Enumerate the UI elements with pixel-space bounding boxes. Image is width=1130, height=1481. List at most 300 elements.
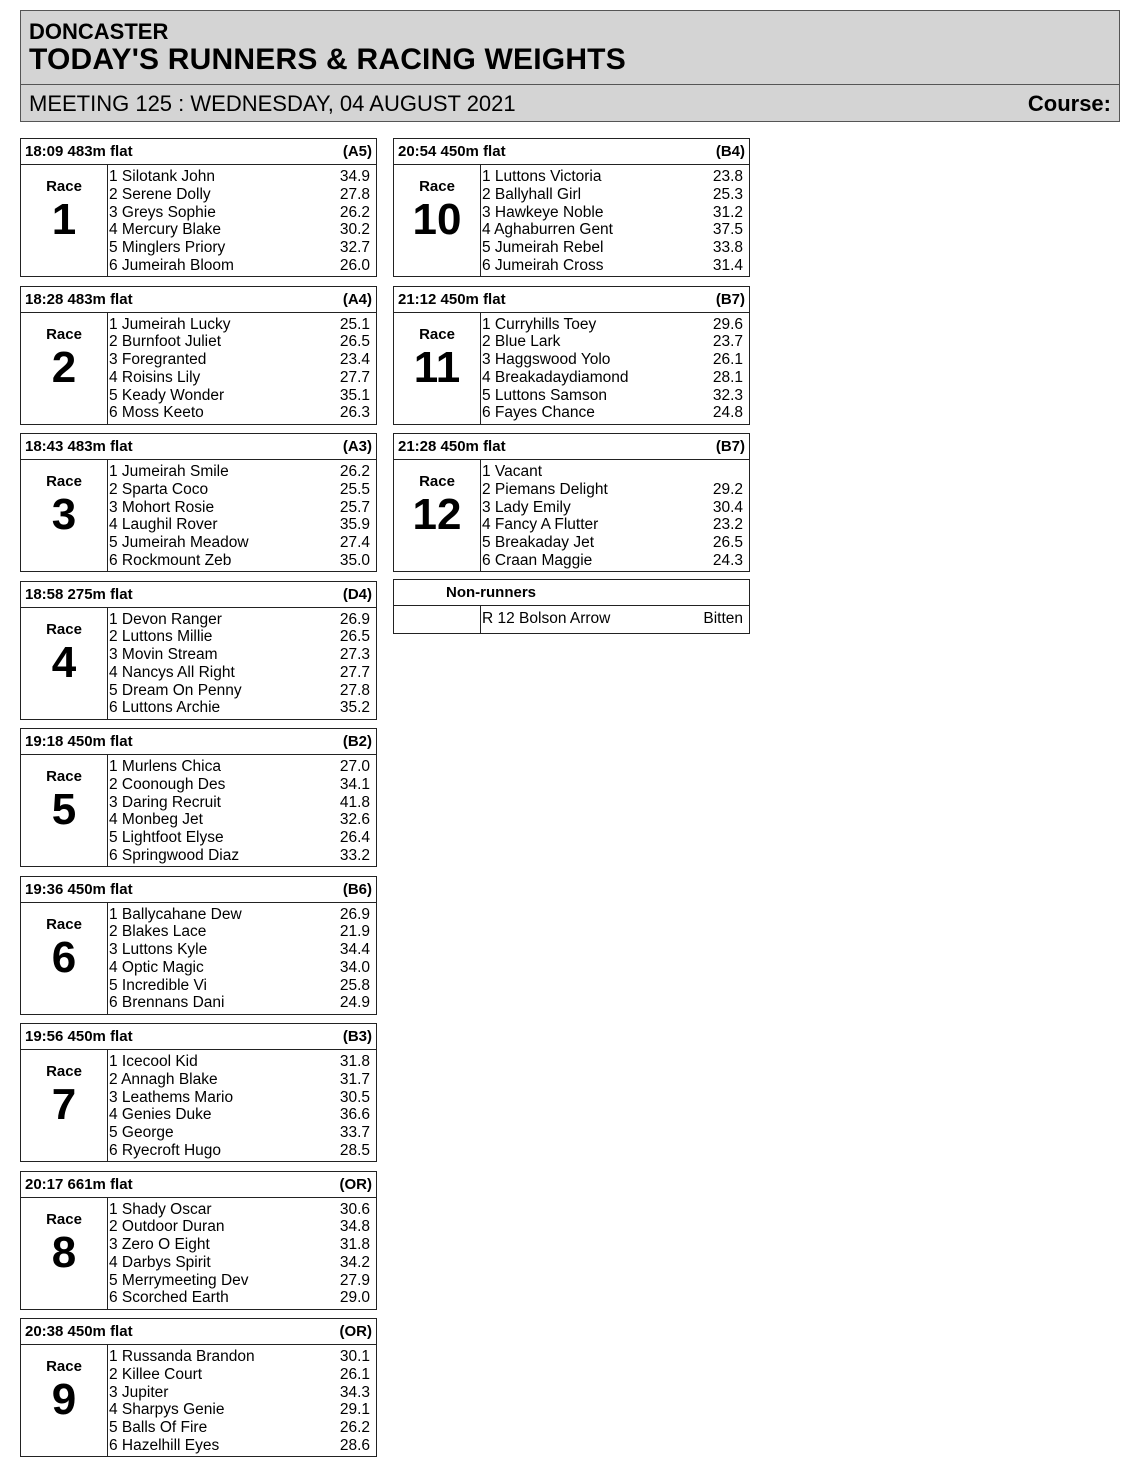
runner-weight: 24.8 <box>712 404 743 422</box>
race-card <box>393 433 750 572</box>
runner-weight: 27.8 <box>339 185 370 203</box>
meeting-info: MEETING 125 : WEDNESDAY, 04 AUGUST 2021 <box>29 91 516 116</box>
runner-name: 5 Jumeirah Meadow <box>109 534 249 552</box>
race-header <box>21 729 376 755</box>
runner-weight: 28.5 <box>339 1141 370 1159</box>
runner-weight: 23.8 <box>712 168 743 185</box>
runner-row <box>482 204 743 222</box>
runner-row <box>482 463 743 481</box>
runner-weight: 32.7 <box>339 239 370 257</box>
runner-row <box>482 534 743 552</box>
runner-name: 5 Jumeirah Rebel <box>482 239 604 257</box>
race-time-distance: 20:38 450m flat <box>25 1323 133 1340</box>
race-label: Race <box>46 620 82 638</box>
runner-name: 1 Murlens Chica <box>109 758 221 775</box>
race-grade: (D4) <box>342 585 372 603</box>
race-header <box>394 287 749 313</box>
runner-weight: 33.2 <box>339 846 370 864</box>
runner-weight: 33.7 <box>339 1124 370 1142</box>
runner-row <box>482 369 743 387</box>
race-time-distance: 19:36 450m flat <box>25 880 133 898</box>
runner-name: 6 Scorched Earth <box>109 1289 229 1307</box>
runner-name: 4 Monbeg Jet <box>109 811 203 829</box>
runner-name: 2 Outdoor Duran <box>109 1218 225 1236</box>
runner-weight: 25.7 <box>339 498 370 516</box>
runner-row <box>109 906 370 924</box>
non-runner-reason: Bitten <box>703 610 743 627</box>
runner-list <box>109 1201 370 1308</box>
runner-weight: 25.1 <box>339 315 370 333</box>
runner-row <box>109 1419 370 1437</box>
runner-name: 3 Daring Recruit <box>109 793 221 811</box>
race-card <box>20 1023 377 1162</box>
runner-name: 6 Jumeirah Bloom <box>109 256 234 274</box>
runner-weight: 29.1 <box>339 1401 370 1419</box>
runner-weight: 31.2 <box>712 203 743 221</box>
runner-list <box>109 168 370 275</box>
runner-row <box>109 1437 370 1455</box>
race-header <box>394 434 749 460</box>
runner-row <box>109 1218 370 1236</box>
runner-name: 1 Curryhills Toey <box>482 315 597 333</box>
race-number-column <box>21 1197 108 1309</box>
runner-name: 1 Luttons Victoria <box>482 168 602 185</box>
runner-row <box>109 664 370 682</box>
runner-weight: 26.2 <box>339 1419 370 1437</box>
runner-weight: 24.9 <box>339 994 370 1012</box>
runner-weight: 31.7 <box>339 1070 370 1088</box>
runner-row <box>109 481 370 499</box>
race-number-column <box>21 312 108 424</box>
runner-name: 5 Lightfoot Elyse <box>109 829 224 847</box>
race-time-distance: 20:17 661m flat <box>25 1175 133 1193</box>
runner-row <box>109 499 370 517</box>
runner-weight: 27.9 <box>339 1271 370 1289</box>
runner-weight: 28.1 <box>712 368 743 386</box>
runner-weight: 26.1 <box>712 351 743 369</box>
runner-name: 4 Genies Duke <box>109 1106 212 1124</box>
runner-weight: 24.3 <box>712 551 743 569</box>
runner-row <box>109 811 370 829</box>
runner-name: 3 Luttons Kyle <box>109 941 208 959</box>
race-number-column <box>21 1049 108 1161</box>
runner-name: 4 Mercury Blake <box>109 221 221 239</box>
runner-weight: 34.1 <box>339 775 370 793</box>
runner-row <box>109 829 370 847</box>
runner-name: 4 Darbys Spirit <box>109 1253 211 1271</box>
runner-name: 6 Craan Maggie <box>482 551 593 569</box>
runner-name: 2 Piemans Delight <box>482 480 608 498</box>
runner-row <box>109 1106 370 1124</box>
race-card <box>20 728 377 867</box>
runner-name: 1 Silotank John <box>109 168 215 185</box>
race-label: Race <box>46 325 82 343</box>
race-number: 9 <box>51 1375 77 1424</box>
runner-weight: 34.3 <box>339 1383 370 1401</box>
runner-row <box>109 977 370 995</box>
race-time-distance: 19:18 450m flat <box>25 733 133 750</box>
runner-name: 5 Merrymeeting Dev <box>109 1271 249 1289</box>
race-header <box>21 434 376 460</box>
page-header <box>20 10 1120 122</box>
runner-weight: 23.4 <box>339 351 370 369</box>
runner-name: 2 Ballyhall Girl <box>482 185 582 203</box>
runner-name: 1 Russanda Brandon <box>109 1348 255 1365</box>
runner-weight: 35.9 <box>339 516 370 534</box>
course-label: Course: <box>1027 91 1111 116</box>
race-number: 1 <box>51 195 77 244</box>
race-card <box>393 286 750 425</box>
runner-weight: 34.0 <box>339 958 370 976</box>
runner-list <box>482 316 743 423</box>
race-header <box>21 877 376 903</box>
runner-list <box>482 463 743 570</box>
runner-row <box>482 316 743 334</box>
runner-weight: 21.9 <box>339 923 370 941</box>
race-number-column <box>394 164 481 276</box>
race-number-column <box>21 607 108 719</box>
race-grade: (B7) <box>715 438 745 455</box>
runner-row <box>109 1401 370 1419</box>
runner-name: 4 Sharpys Genie <box>109 1401 225 1419</box>
runner-name: 4 Nancys All Right <box>109 663 235 681</box>
race-grade: (A4) <box>342 290 372 308</box>
runner-row <box>109 923 370 941</box>
runner-weight: 41.8 <box>339 793 370 811</box>
runner-weight: 34.9 <box>339 168 370 185</box>
race-label: Race <box>419 325 455 343</box>
runner-row <box>109 404 370 422</box>
runner-name: 5 Breakaday Jet <box>482 534 595 552</box>
race-time-distance: 18:28 483m flat <box>25 290 133 308</box>
runner-name: 3 Zero O Eight <box>109 1236 210 1254</box>
runner-row <box>109 758 370 776</box>
race-number: 11 <box>413 342 461 392</box>
race-time-distance: 18:43 483m flat <box>25 438 133 455</box>
race-time-distance: 20:54 450m flat <box>398 143 506 160</box>
race-number-column <box>21 902 108 1014</box>
race-label: Race <box>46 768 82 785</box>
runner-row <box>109 463 370 481</box>
header-divider <box>21 84 1119 85</box>
runner-name: 2 Killee Court <box>109 1365 203 1383</box>
race-grade: (B6) <box>342 880 372 898</box>
runner-name: 1 Jumeirah Lucky <box>109 315 231 333</box>
race-number: 2 <box>51 342 77 392</box>
runner-row <box>109 959 370 977</box>
runner-name: 5 Minglers Priory <box>109 239 226 257</box>
race-label: Race <box>419 473 455 490</box>
runner-weight: 25.5 <box>339 480 370 498</box>
race-card <box>20 581 377 720</box>
race-time-distance: 18:09 483m flat <box>25 143 133 160</box>
race-number: 10 <box>412 195 462 244</box>
runner-weight: 36.6 <box>339 1106 370 1124</box>
non-runner-name: R 12 Bolson Arrow <box>482 610 611 627</box>
runner-weight: 23.2 <box>712 516 743 534</box>
runner-row <box>109 186 370 204</box>
runner-row <box>482 499 743 517</box>
race-number-column <box>21 164 108 276</box>
runner-row <box>482 552 743 570</box>
runner-weight: 27.0 <box>339 758 370 775</box>
runner-name: 5 Luttons Samson <box>482 386 607 404</box>
runner-row <box>109 1272 370 1290</box>
non-runners-box <box>393 579 750 634</box>
runner-row <box>482 239 743 257</box>
runner-weight: 34.8 <box>339 1218 370 1236</box>
runner-row <box>109 534 370 552</box>
race-header <box>21 582 376 608</box>
runner-name: 5 Dream On Penny <box>109 681 242 699</box>
race-number-column <box>21 754 108 866</box>
runner-row <box>109 1384 370 1402</box>
runner-weight: 26.4 <box>339 829 370 847</box>
runner-name: 4 Optic Magic <box>109 958 204 976</box>
runner-row <box>109 1053 370 1071</box>
runner-row <box>109 221 370 239</box>
race-number: 4 <box>51 637 77 687</box>
race-grade: (A3) <box>342 438 372 455</box>
runner-name: 6 Ryecroft Hugo <box>109 1141 221 1159</box>
runner-weight: 31.8 <box>339 1236 370 1254</box>
runner-name: 2 Annagh Blake <box>109 1070 218 1088</box>
race-number-column <box>394 459 481 571</box>
runner-row <box>109 1254 370 1272</box>
runner-name: 2 Burnfoot Juliet <box>109 333 222 351</box>
race-label: Race <box>46 473 82 490</box>
race-number: 12 <box>412 490 462 539</box>
race-card <box>20 433 377 572</box>
runner-weight: 29.6 <box>712 315 743 333</box>
runner-weight: 35.0 <box>339 551 370 569</box>
race-card <box>393 138 750 277</box>
runner-row <box>109 794 370 812</box>
runner-weight: 27.7 <box>339 368 370 386</box>
runner-name: 1 Devon Ranger <box>109 610 222 628</box>
runner-row <box>109 257 370 275</box>
runner-weight: 34.2 <box>339 1253 370 1271</box>
runner-row <box>482 221 743 239</box>
runner-row <box>109 552 370 570</box>
runner-name: 6 Moss Keeto <box>109 404 204 422</box>
race-number: 8 <box>51 1227 77 1277</box>
non-runners-header <box>394 580 749 606</box>
runner-row <box>109 611 370 629</box>
runner-list <box>109 463 370 570</box>
race-label: Race <box>46 1063 82 1080</box>
runner-name: 2 Luttons Millie <box>109 628 213 646</box>
runner-row <box>109 1289 370 1307</box>
runner-list <box>109 611 370 718</box>
runner-row <box>109 168 370 186</box>
runner-weight: 30.1 <box>339 1348 370 1365</box>
runner-name: 5 Keady Wonder <box>109 386 225 404</box>
runner-row <box>109 1124 370 1142</box>
race-grade: (B7) <box>715 290 745 308</box>
runner-name: 3 Leathems Mario <box>109 1088 234 1106</box>
runner-row <box>109 628 370 646</box>
race-time-distance: 19:56 450m flat <box>25 1028 133 1045</box>
runner-row <box>109 699 370 717</box>
runner-weight: 26.1 <box>339 1365 370 1383</box>
runner-weight: 29.0 <box>339 1289 370 1307</box>
runner-name: 3 Hawkeye Noble <box>482 203 604 221</box>
runner-name: 3 Lady Emily <box>482 498 571 516</box>
non-runners-title: Non-runners <box>446 584 536 601</box>
runner-row <box>109 351 370 369</box>
runner-weight: 28.6 <box>339 1436 370 1454</box>
runner-name: 6 Fayes Chance <box>482 404 595 422</box>
runner-row <box>109 516 370 534</box>
race-header <box>21 1319 376 1345</box>
race-time-distance: 21:12 450m flat <box>398 290 506 308</box>
race-time-distance: 21:28 450m flat <box>398 438 506 455</box>
non-runner-entry <box>482 610 743 628</box>
runner-name: 4 Aghaburren Gent <box>482 221 613 239</box>
runner-row <box>109 776 370 794</box>
runner-weight: 31.4 <box>712 256 743 274</box>
runner-name: 4 Roisins Lily <box>109 368 201 386</box>
runner-row <box>109 847 370 865</box>
runner-weight: 35.1 <box>339 386 370 404</box>
race-grade: (A5) <box>342 143 372 160</box>
runner-name: 6 Hazelhill Eyes <box>109 1436 220 1454</box>
runner-weight: 30.6 <box>339 1200 370 1218</box>
runner-name: 3 Movin Stream <box>109 646 218 664</box>
runner-weight: 35.2 <box>339 699 370 717</box>
runner-name: 6 Jumeirah Cross <box>482 256 604 274</box>
race-grade: (OR) <box>339 1175 372 1193</box>
race-number-column <box>21 1344 108 1456</box>
runner-weight: 26.5 <box>339 333 370 351</box>
runner-name: 6 Brennans Dani <box>109 994 225 1012</box>
non-runners-left-column <box>394 605 481 633</box>
runner-weight: 26.3 <box>339 404 370 422</box>
runner-weight: 25.8 <box>339 976 370 994</box>
race-number-column <box>394 312 481 424</box>
race-grade: (B4) <box>715 143 745 160</box>
race-header <box>21 1172 376 1198</box>
runner-weight: 34.4 <box>339 941 370 959</box>
runner-weight: 26.5 <box>712 534 743 552</box>
runner-row <box>109 1366 370 1384</box>
runner-row <box>109 316 370 334</box>
race-number: 3 <box>51 490 77 539</box>
runner-weight: 31.8 <box>339 1053 370 1070</box>
runner-name: 1 Ballycahane Dew <box>109 905 242 923</box>
race-grade: (B3) <box>342 1028 372 1045</box>
runner-name: 6 Luttons Archie <box>109 699 221 717</box>
runner-row <box>482 387 743 405</box>
runner-row <box>109 1348 370 1366</box>
runner-name: 2 Blue Lark <box>482 333 561 351</box>
runner-weight: 26.0 <box>339 256 370 274</box>
runner-name: 1 Vacant <box>482 463 543 480</box>
runner-name: 4 Laughil Rover <box>109 516 218 534</box>
race-header <box>21 287 376 313</box>
race-label: Race <box>419 178 455 195</box>
race-number: 7 <box>51 1080 77 1129</box>
runner-name: 1 Jumeirah Smile <box>109 463 229 480</box>
runner-list <box>482 168 743 275</box>
runner-list <box>109 758 370 865</box>
runner-name: 4 Breakadaydiamond <box>482 368 629 386</box>
runner-row <box>482 516 743 534</box>
page-title: TODAY'S RUNNERS & RACING WEIGHTS <box>29 43 626 76</box>
race-header <box>21 1024 376 1050</box>
runner-row <box>109 204 370 222</box>
runner-name: 3 Mohort Rosie <box>109 498 215 516</box>
runner-list <box>109 1348 370 1455</box>
runner-row <box>109 1089 370 1107</box>
runner-row <box>482 481 743 499</box>
runner-row <box>482 257 743 275</box>
runner-name: 2 Coonough Des <box>109 775 226 793</box>
runner-weight: 26.9 <box>339 905 370 923</box>
runner-weight: 26.9 <box>339 610 370 628</box>
runner-name: 2 Sparta Coco <box>109 480 209 498</box>
runner-name: 6 Springwood Diaz <box>109 846 240 864</box>
race-label: Race <box>46 1210 82 1228</box>
runner-row <box>482 186 743 204</box>
race-label: Race <box>46 178 82 195</box>
venue-name: DONCASTER <box>29 19 169 44</box>
runner-row <box>109 1142 370 1160</box>
runner-weight: 30.5 <box>339 1088 370 1106</box>
runner-list <box>109 316 370 423</box>
runner-weight: 27.7 <box>339 663 370 681</box>
race-card <box>20 138 377 277</box>
runner-weight: 32.3 <box>712 386 743 404</box>
runner-name: 5 George <box>109 1124 174 1142</box>
runner-row <box>109 1236 370 1254</box>
runner-row <box>482 404 743 422</box>
runner-weight: 33.8 <box>712 239 743 257</box>
race-number: 5 <box>51 785 77 834</box>
race-number-column <box>21 459 108 571</box>
race-card <box>20 286 377 425</box>
runner-row <box>482 351 743 369</box>
runner-weight: 32.6 <box>339 811 370 829</box>
runner-name: 6 Rockmount Zeb <box>109 551 232 569</box>
race-label: Race <box>46 1358 82 1375</box>
runner-weight: 26.5 <box>339 628 370 646</box>
runner-name: 4 Fancy A Flutter <box>482 516 599 534</box>
runner-row <box>109 1201 370 1219</box>
runner-name: 3 Haggswood Yolo <box>482 351 611 369</box>
runner-name: 5 Balls Of Fire <box>109 1419 208 1437</box>
race-card <box>20 876 377 1015</box>
runner-list <box>109 1053 370 1160</box>
race-number: 6 <box>51 932 77 982</box>
runner-row <box>109 646 370 664</box>
runner-weight: 27.4 <box>339 534 370 552</box>
race-grade: (B2) <box>342 733 372 750</box>
runner-name: 5 Incredible Vi <box>109 976 207 994</box>
runner-name: 1 Shady Oscar <box>109 1200 212 1218</box>
runner-row <box>109 333 370 351</box>
runner-name: 3 Foregranted <box>109 351 207 369</box>
runner-name: 3 Jupiter <box>109 1383 169 1401</box>
runner-row <box>109 682 370 700</box>
race-grade: (OR) <box>339 1323 372 1340</box>
runner-weight: 37.5 <box>712 221 743 239</box>
runner-weight: 29.2 <box>712 480 743 498</box>
runner-name: 2 Serene Dolly <box>109 185 211 203</box>
runner-row <box>109 994 370 1012</box>
runner-weight: 27.3 <box>339 646 370 664</box>
